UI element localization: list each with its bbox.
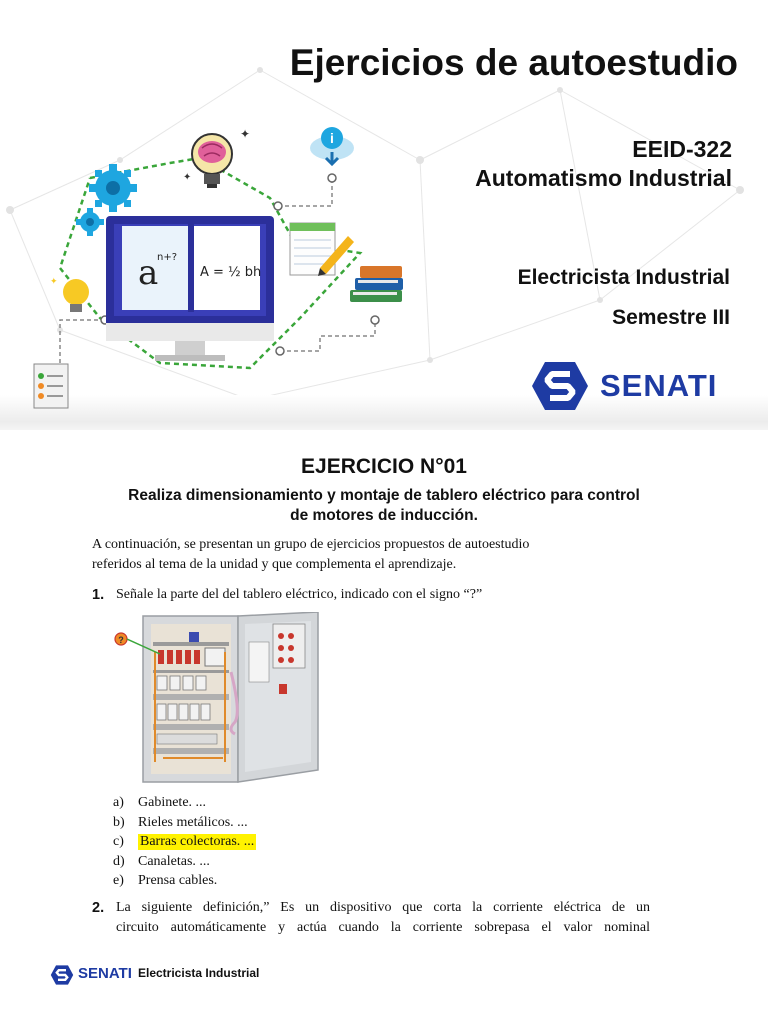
- svg-text:n+?: n+?: [157, 252, 178, 263]
- semester-label: Semestre III: [612, 306, 730, 329]
- svg-text:a: a: [138, 253, 159, 293]
- question-1: [92, 585, 652, 607]
- footer-career: Electricista Industrial: [138, 966, 260, 980]
- checklist-icon: [34, 364, 68, 408]
- study-illustration: [20, 118, 420, 418]
- course-name: Automatismo Industrial: [475, 165, 732, 191]
- info-icon: i: [330, 130, 334, 146]
- intro-paragraph: A continuación, se presentan un grupo de ejercicios propuestos de autoestudio referidos al tema de la unidad y que complementa el aprendizaje.: [92, 537, 530, 572]
- page-footer: [50, 962, 350, 990]
- electrical-panel-image: [113, 612, 323, 792]
- career-name: Electricista Industrial: [517, 266, 730, 289]
- highlighted-answer: Barras colectoras. ...: [140, 834, 255, 849]
- course-code: EEID-322: [632, 136, 732, 162]
- question-marker-label: ?: [118, 635, 124, 645]
- svg-text:✦: ✦: [240, 127, 251, 141]
- exercise-title: EJERCICIO N°01: [301, 455, 467, 478]
- small-gear-icon: [76, 208, 104, 236]
- senati-footer-logo-text: SENATI: [78, 965, 132, 982]
- cover-header: [0, 0, 768, 430]
- page-title: Ejercicios de autoestudio: [289, 42, 738, 83]
- books-icon: [350, 266, 403, 302]
- senati-footer-logo-icon: [50, 964, 74, 986]
- question-text-line1: La siguiente definición,” Es un dispositivo que corta la corriente eléctrica de un: [116, 900, 650, 915]
- cloud-download-icon: [310, 127, 354, 164]
- question-number: 2.: [92, 900, 105, 916]
- svg-text:✦: ✦: [50, 276, 58, 286]
- svg-text:✦: ✦: [183, 172, 192, 183]
- question-text: Señale la parte del del tablero eléctrico, indicado con el signo “?”: [116, 587, 483, 602]
- exercise-subtitle: Realiza dimensionamiento y montaje de tablero eléctrico para control de motores de inducción.: [128, 487, 640, 524]
- svg-text:A = ½ bh: A = ½ bh: [200, 265, 262, 280]
- senati-logo-text: SENATI: [600, 368, 718, 403]
- gear-icon: [89, 164, 137, 212]
- question-text-line2: circuito automáticamente y actúa cuando la corriente sobrepasa el valor nominal: [116, 920, 650, 935]
- question-2: [92, 898, 652, 942]
- senati-logo: [530, 360, 730, 412]
- senati-logo-icon: [530, 360, 590, 412]
- lightbulb-icon: [50, 276, 89, 312]
- monitor-icon: [106, 216, 274, 361]
- notepad-icon: [290, 223, 354, 276]
- brain-bulb-icon: [192, 134, 232, 188]
- question-number: 1.: [92, 587, 105, 603]
